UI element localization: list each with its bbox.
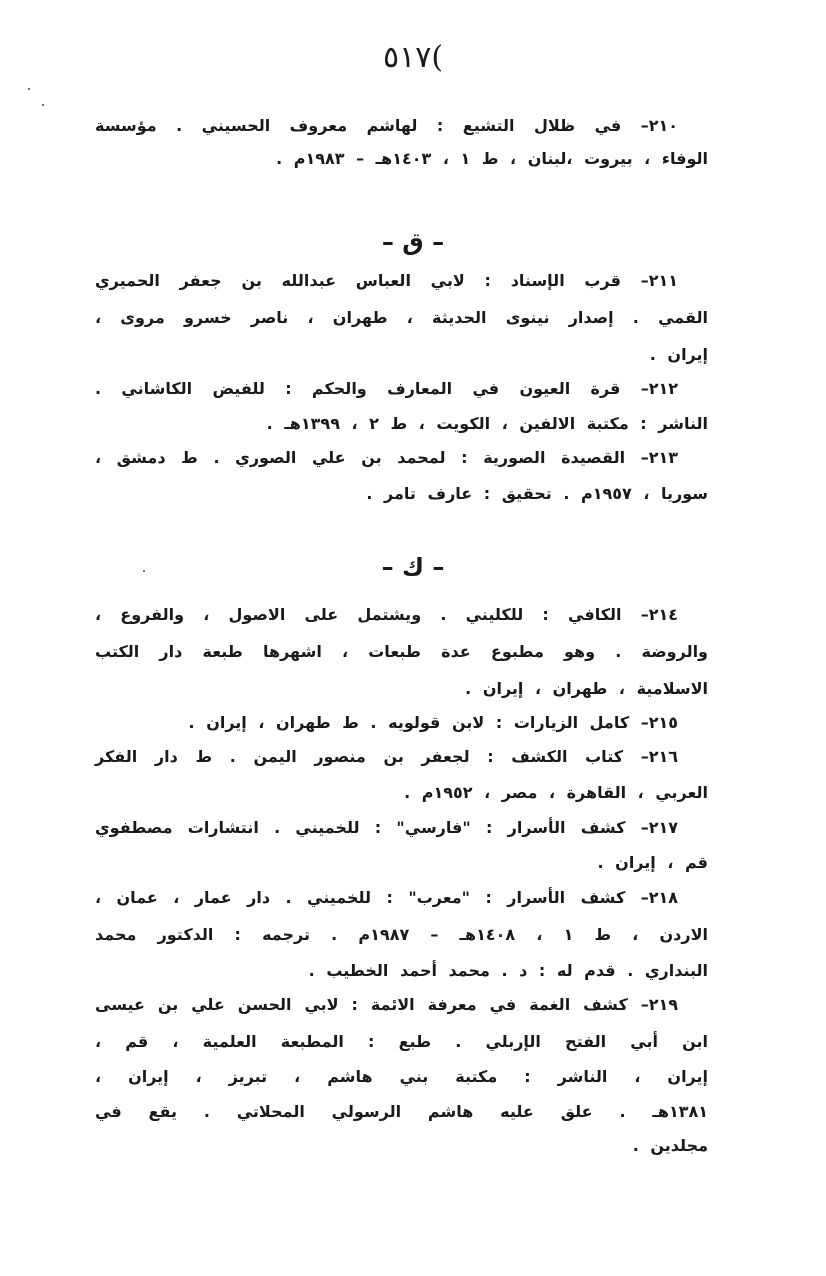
entry-211-line-2: القمي . إصدار نينوى الحديثة ، طهران ، ناصر خسرو مروى ،: [95, 308, 708, 327]
section-heading-kaf: – ك –: [381, 553, 445, 581]
entry-217-line-1: ٢١٧– كشف الأسرار : "فارسي" : للخميني . انتشارات مصطفوي: [95, 818, 678, 837]
entry-213-line-1: ٢١٣– القصيدة الصورية : لمحمد بن علي الصوري . ط دمشق ،: [95, 448, 678, 467]
entry-212-line-2: الناشر : مكتبة الالفين ، الكويت ، ط ٢ ، ١٣٩٩هـ .: [266, 414, 708, 433]
entry-218-line-2: الاردن ، ط ١ ، ١٤٠٨هـ – ١٩٨٧م . ترجمه : الدكتور محمد: [95, 925, 708, 944]
entry-218-line-1: ٢١٨– كشف الأسرار : "معرب" : للخميني . دار عمار ، عمان ،: [95, 888, 678, 907]
page-number: )٥١٧: [382, 40, 444, 75]
entry-213-line-2: سوريا ، ١٩٥٧م . تحقيق : عارف تامر .: [366, 484, 708, 503]
scan-speck: [28, 88, 30, 90]
entry-219-line-5: مجلدين .: [632, 1136, 708, 1155]
entry-219-line-1: ٢١٩– كشف الغمة في معرفة الائمة : لابي الحسن علي بن عيسى: [95, 995, 678, 1014]
scan-speck: [42, 104, 44, 106]
entry-216-line-2: العربي ، القاهرة ، مصر ، ١٩٥٢م .: [404, 783, 708, 802]
entry-219-line-2: ابن أبي الفتح الإربلي . طبع : المطبعة العلمية ، قم ،: [95, 1032, 708, 1051]
entry-210-line-2: الوفاء ، بيروت ،لبنان ، ط ١ ، ١٤٠٣هـ – ١٩٨٣م .: [276, 149, 708, 168]
entry-219-line-4: ١٣٨١هـ . علق عليه هاشم الرسولي المحلاتي . يقع في: [95, 1102, 708, 1121]
section-heading-qaf: – ق –: [381, 228, 445, 256]
entry-216-line-1: ٢١٦– كتاب الكشف : لجعفر بن منصور اليمن . ط دار الفكر: [95, 747, 678, 766]
entry-214-line-1: ٢١٤– الكافي : للكليني . ويشتمل على الاصول ، والفروع ،: [95, 605, 678, 624]
entry-217-line-2: قم ، إيران .: [597, 853, 708, 872]
entry-211-line-3: إيران .: [649, 345, 708, 364]
entry-211-line-1: ٢١١– قرب الإسناد : لابي العباس عبدالله بن جعفر الحميري: [95, 271, 678, 290]
entry-210-line-1: ٢١٠– في ظلال التشيع : لهاشم معروف الحسيني . مؤسسة: [95, 116, 678, 135]
scan-speck: [143, 570, 145, 572]
entry-219-line-3: إيران ، الناشر : مكتبة بني هاشم ، تبريز ، إيران ،: [95, 1067, 708, 1086]
entry-218-line-3: البنداري . قدم له : د . محمد أحمد الخطيب .: [308, 961, 708, 980]
entry-212-line-1: ٢١٢– قرة العيون في المعارف والحكم : للفيض الكاشاني .: [95, 379, 678, 398]
entry-214-line-2: والروضة . وهو مطبوع عدة طبعات ، اشهرها طبعة دار الكتب: [95, 642, 708, 661]
entry-215-line-1: ٢١٥– كامل الزيارات : لابن قولويه . ط طهران ، إيران .: [188, 713, 678, 732]
entry-214-line-3: الاسلامية ، طهران ، إيران .: [465, 679, 708, 698]
